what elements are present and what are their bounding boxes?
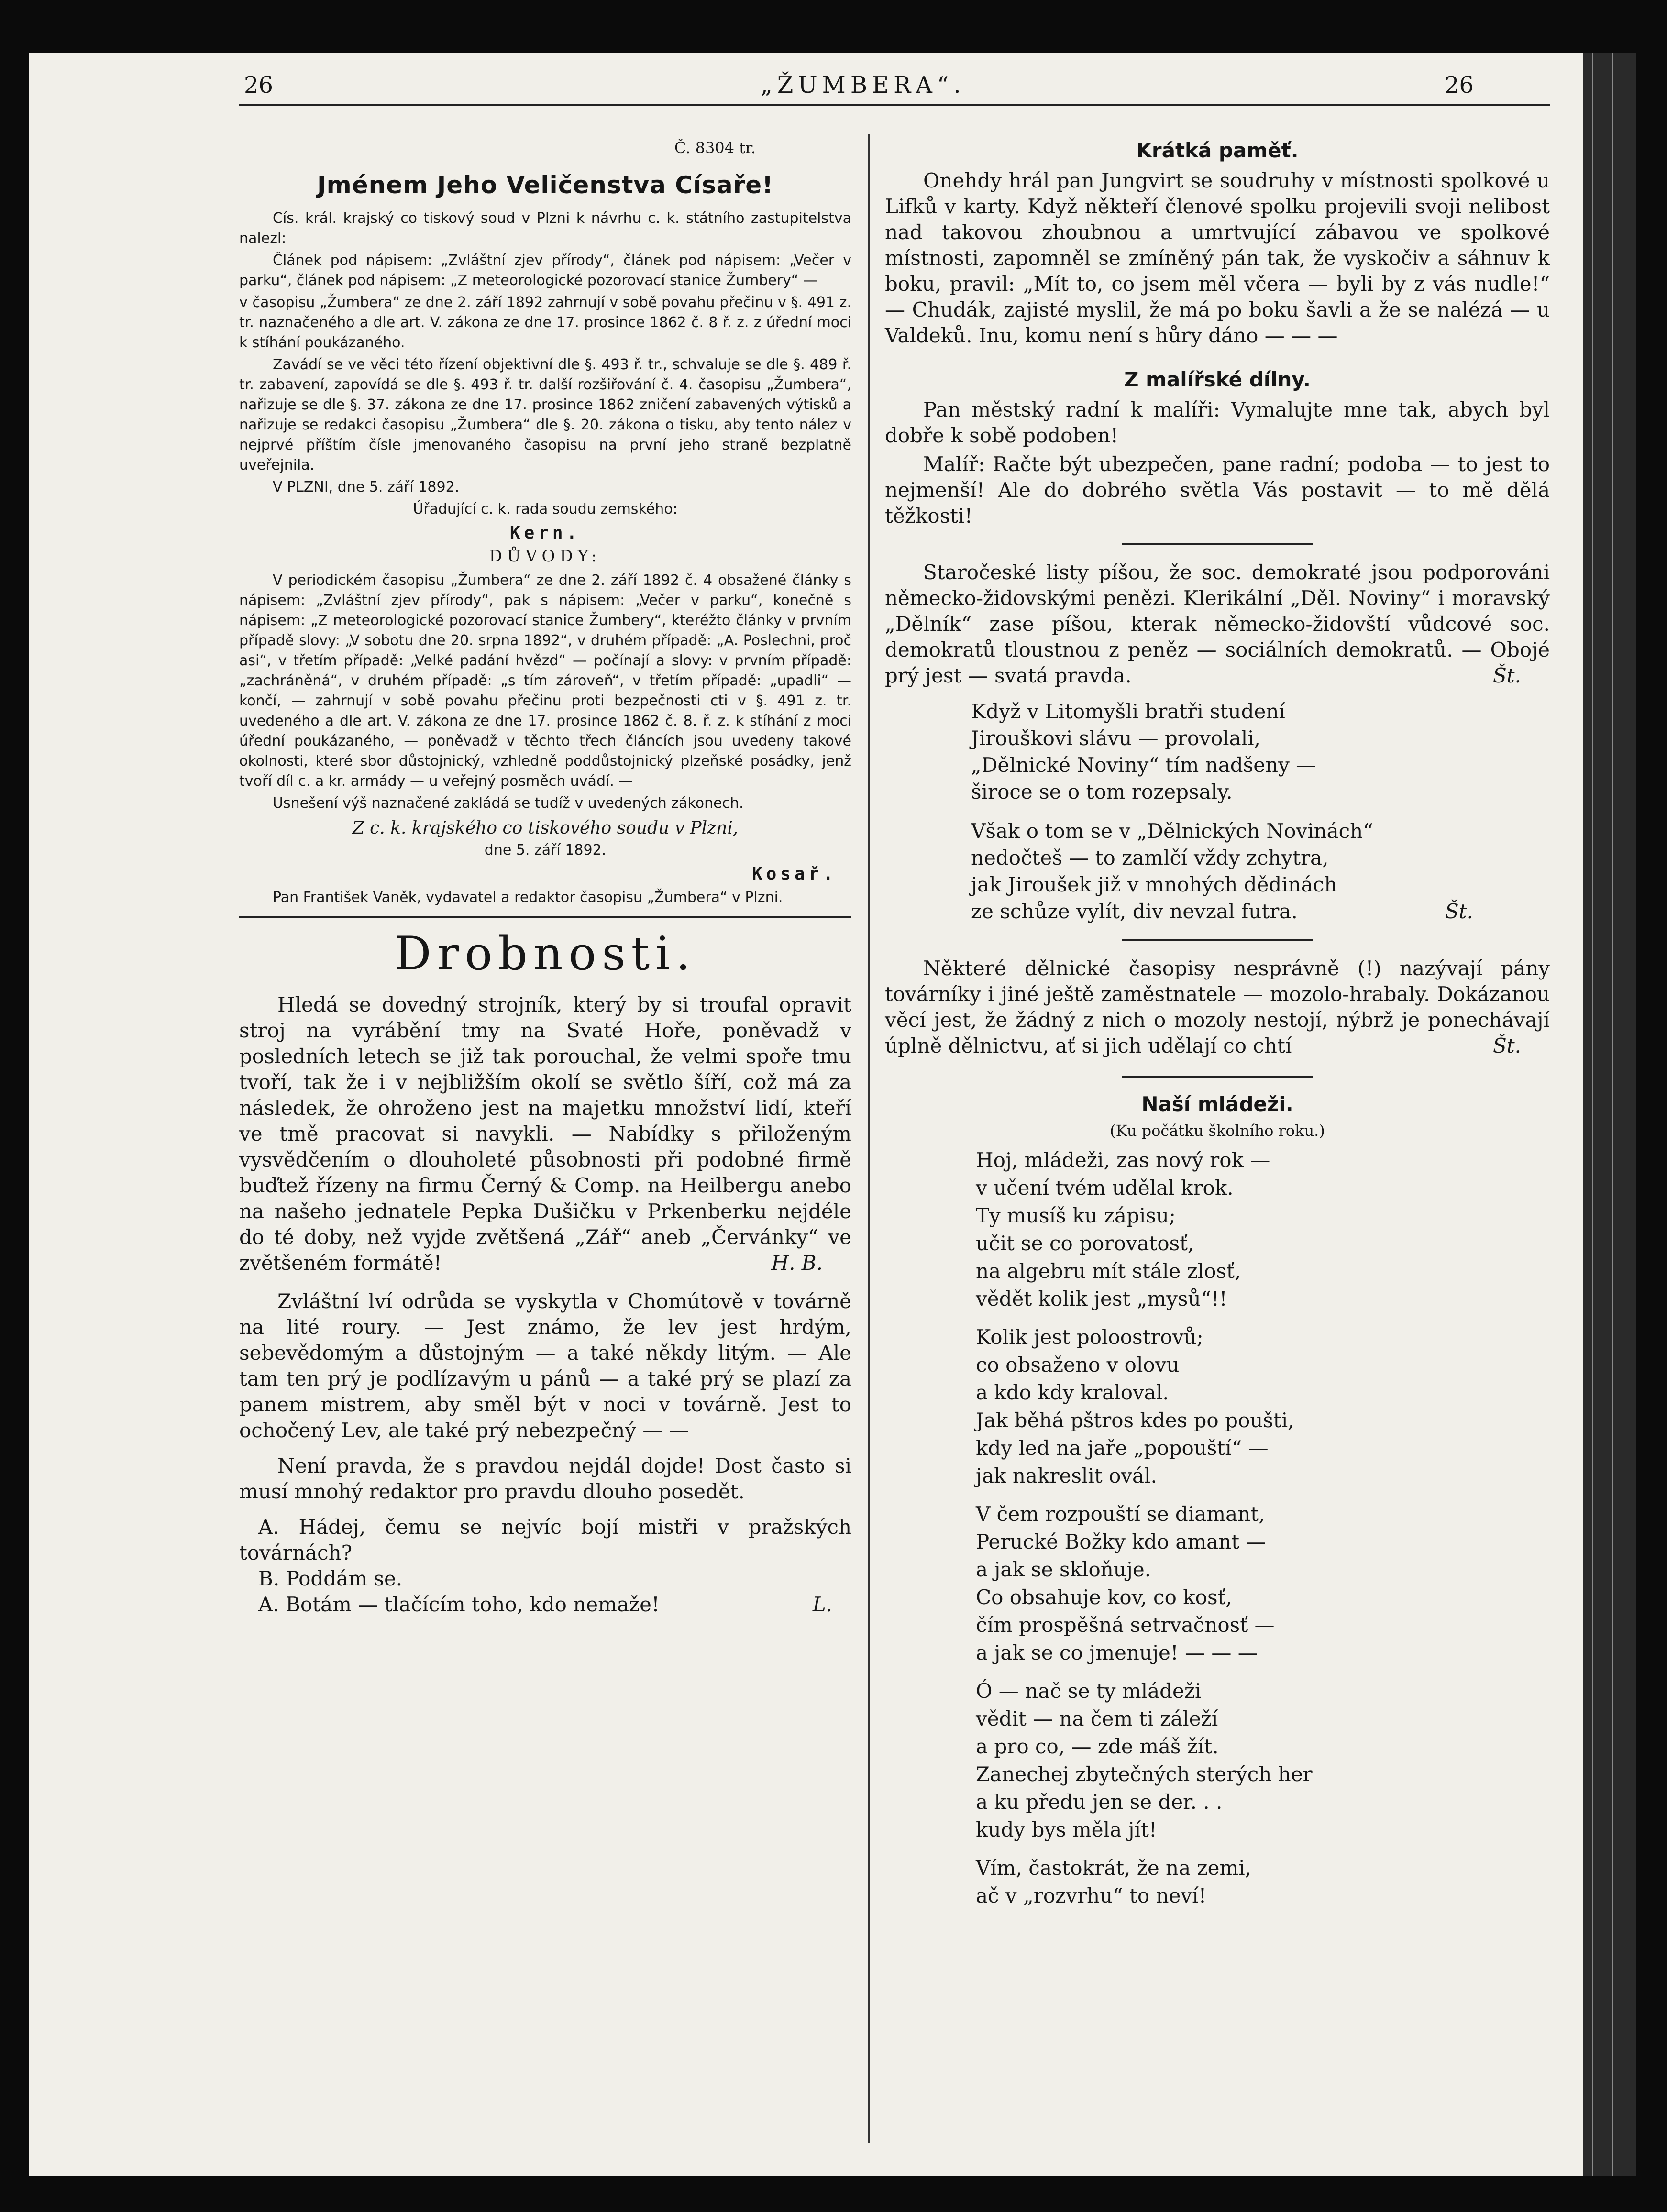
malirske-paragraph: Malíř: Račte být ubezpečen, pane radní; podoba — to jest to nejmenší! Ale do dobrého světla Vás postavit — to mě dělá těžkosti!	[885, 452, 1550, 528]
drobnosti-paragraph: Hledá se dovedný strojník, který by si troufal opravit stroj na vyrábění tmy na Svaté Hoře, poněvadž v posledních letech se již tak porouchal, že velmi spoře tmu tvoří, tak že i v nejbližším okolí se světlo šíří, což má za následek, že ohroženo jest na majetku množství lidí, kteří ve tmě pracovat si navykli. — Nabídky s přiloženým vysvědčením o dlouholeté působnosti při podobné firmě buďtež řízeny na firmu Černý & Comp. na Heilbergu anebo na našeho jednatele Pepka Dušičku v Prkenberku nejdéle do té doby, než vyjde zvětšená „Zář“ aneb „Červánky“ ve zvětšeném formátě! H. B.	[239, 992, 851, 1276]
poem-line: ze schůze vylít, div nevzal futra. Št.	[971, 898, 1473, 925]
poem-mladezi	[976, 1146, 1550, 1910]
verse-line: čím prospěšná setrvačnosť —	[976, 1613, 1275, 1637]
drobnosti-text	[239, 992, 851, 1618]
verse-line: a ku předu jen se der. . .	[976, 1790, 1223, 1814]
book-spine-edge	[1583, 53, 1636, 2176]
duvody-heading: DŮVODY:	[489, 547, 602, 566]
signature-st: Št.	[1445, 900, 1473, 923]
drobnosti-paragraph: Není pravda, že s pravdou nejdál dojde! Dost často si musí mnohý redaktor pro pravdu dlouho posedět.	[239, 1454, 851, 1503]
duvody-paragraph: Usnešení výš naznačené zakládá se tudíž v uvedených zákonech.	[273, 795, 744, 812]
verse-line: ač v „rozvrhu“ to neví!	[976, 1884, 1207, 1907]
decree-paragraph: Zavádí se ve věci této řízení objektivní dle §. 493 ř. tr., schvaluje se dle §. 489 ř. tr. zabavení, zapovídá se dle §. 493 ř. tr. další rozšiřování č. 4. časopisu „Žumbera“, nařizuje se dle §. 37. zákona ze dne 17. prosince 1862 zničení zabavených výtisků a nařizuje se redakci časopisu „Žumbera“ dle §. 20. zákona o tisku, aby tento nález v nejprvé příštím čísle jmenovaného časopisu na první jeho straně bezplatně uveřejnila.	[239, 356, 851, 473]
verse-stanza	[976, 1854, 1550, 1910]
verse-line: Ó — nač se ty mládeži	[976, 1679, 1202, 1703]
edge-line	[1612, 53, 1613, 2176]
verse-line: Co obsahuje kov, co kosť,	[976, 1585, 1232, 1609]
verse-line: co obsaženo v olovu	[976, 1353, 1180, 1376]
signature-hb: H. B.	[771, 1251, 823, 1275]
poem-line: Však o tom se v „Dělnických Novinách“	[971, 819, 1373, 843]
malirske-title: Z malířské dílny.	[1124, 368, 1311, 391]
verse-line: jak nakreslit ovál.	[976, 1464, 1157, 1487]
poem-line: „Dělnické Noviny“ tím nadšeny —	[971, 753, 1316, 777]
signature-st: Št.	[1492, 1034, 1521, 1057]
verse-line: a pro co, — zde máš žít.	[976, 1735, 1219, 1758]
mladezi-subtitle: (Ku počátku školního roku.)	[1110, 1122, 1325, 1140]
drobnosti-paragraph: Zvláštní lví odrůda se vyskytla v Chomútově v továrně na lité roury. — Jest známo, že lev jest hrdým, sebevědomým a důstojným — a také někdy litým. — Ale tam ten prý je podlízavým u pánů — a také prý se plazí za panem mistrem, aby směl být v noci v továrně. Jest to ochočený Lev, ale také prý nebezpečný — —	[239, 1289, 851, 1442]
right-column	[885, 129, 1550, 1924]
page-number-left: 26	[244, 72, 274, 99]
verse-stanza	[976, 1677, 1550, 1844]
drobnosti-title: Drobnosti.	[394, 927, 696, 980]
duvody-paragraph: V periodickém časopisu „Žumbera“ ze dne 2. září 1892 č. 4 obsažené články s nápisem: „Zvláštní zjev přírody“, pak s nápisem: „Večer v parku“, konečně s nápisem: „Z meteorologické pozorovací stanice Žumbery“, kteréžto články v prvním případě slovy: „V sobotu dne 20. srpna 1892“, v druhém případě: „A. Poslechni, proč asi“, v třetím případě: „Velké padání hvězd“ — počínají a slovy: v prvním případě: „zachráněná“, v druhém případě: „s tím zároveň“, v třetím případě: „upadli“ — končí, — zahrnují v sobě povahu přečinu proti bezpečnosti cti v §. 491 z. tr. uvedeného a dle art. V. zákona ze dne 17. prosince 1862 č. 8. ř. z. k stíhání z moci úřední poukázaného, — poněvadž v těchto třech článcích jsou uvedeny takové okolnosti, které sbor důstojnický, vzhledně poddůstojnický plzeňské posádky, jenž tvoří díl c. a kr. armády — u veřejný posměch uvádí. —	[239, 572, 851, 790]
decree-text	[239, 209, 851, 519]
duvody-text	[239, 571, 851, 860]
verse-line: kudy bys měla jít!	[976, 1818, 1157, 1841]
edge-line	[1592, 53, 1593, 2176]
poem-line: nedočteš — to zamlčí vždy zchytra,	[971, 846, 1329, 869]
dialog-line: A. Botám — tlačícím toho, kdo nemaže! L.	[239, 1592, 851, 1618]
verse-stanza	[976, 1323, 1550, 1490]
poem-line: široce se o tom rozepsaly.	[971, 780, 1233, 803]
verse-line: Jak běhá pštros kdes po poušti,	[976, 1409, 1294, 1432]
column-divider	[868, 134, 870, 2143]
signature-l: L.	[812, 1593, 832, 1616]
header-rule	[239, 104, 1550, 106]
poem-jiroušek	[971, 698, 1550, 925]
verse-line: vědit — na čem ti záleží	[976, 1707, 1218, 1730]
poem-line: jak Jiroušek již v mnohých dědinách	[971, 873, 1337, 896]
dialog-line: A. Hádej, čemu se nejvíc bojí mistři v pražských továrnách?	[239, 1515, 851, 1564]
poem-stanza	[971, 818, 1550, 925]
verse-line: v učení tvém udělal krok.	[976, 1176, 1234, 1200]
page-number-right: 26	[1445, 72, 1474, 99]
official-title: Úřadující c. k. rada soudu zemského:	[413, 501, 678, 517]
signature-st: Št.	[1492, 664, 1521, 687]
court-date: dne 5. září 1892.	[484, 842, 607, 858]
verse-line: a kdo kdy kraloval.	[976, 1381, 1169, 1404]
verse-line: na algebru mít stále zlosť,	[976, 1259, 1241, 1283]
verse-line: kdy led na jaře „popouští“ —	[976, 1436, 1269, 1460]
verse-line: Ty musíš ku zápisu;	[976, 1204, 1176, 1227]
editor-note: Pan František Vaněk, vydavatel a redaktor časopisu „Žumbera“ v Plzni.	[273, 889, 783, 906]
kratka-title: Krátká paměť.	[1136, 139, 1299, 162]
decree-paragraph: v časopisu „Žumbera“ ze dne 2. září 1892 zahrnují v sobě povahu přečinu v §. 491 z. tr. naznačeného a dle art. V. zákona ze dne 17. prosince 1862 č. 8 ř. z. z úřední moci k stíhání poukázaného.	[239, 294, 851, 351]
poem-stanza	[971, 698, 1550, 805]
verse-line: a jak se skloňuje.	[976, 1558, 1151, 1581]
short-rule	[1122, 543, 1313, 545]
mladezi-title: Naší mládeži.	[1141, 1092, 1293, 1116]
verse-line: Hoj, mládeži, zas nový rok —	[976, 1148, 1270, 1172]
malirske-paragraph: Pan městský radní k malíři: Vymalujte mne tak, abych byl dobře k sobě podoben!	[885, 398, 1550, 447]
poem-line: Když v Litomyšli bratři studení	[971, 700, 1285, 723]
place-date: V PLZNI, dne 5. září 1892.	[273, 479, 460, 495]
verse-line: Kolik jest poloostrovů;	[976, 1325, 1203, 1349]
verse-line: vědět kolik jest „mysů“!!	[976, 1287, 1227, 1310]
short-rule	[1122, 939, 1313, 941]
newspaper-page	[29, 53, 1583, 2176]
verse-stanza	[976, 1146, 1550, 1313]
section-rule	[239, 916, 851, 918]
poem-line: Jirouškovi slávu — provolali,	[971, 726, 1260, 750]
page-header	[29, 53, 1583, 129]
verse-stanza	[976, 1500, 1550, 1667]
dialog-line: B. Poddám se.	[258, 1567, 403, 1590]
signature-kern: Kern.	[509, 523, 581, 543]
verse-line: V čem rozpouští se diamant,	[976, 1502, 1265, 1526]
short-rule	[1122, 1076, 1313, 1078]
decree-paragraph: Článek pod nápisem: „Zvláštní zjev přírody“, článek pod nápisem: „Večer v parku“, článek pod nápisem: „Z meteorologické pozorovací stanice Žumbery“ —	[239, 252, 851, 289]
decree-paragraph: Cís. král. krajský co tiskový soud v Plzni k návrhu c. k. státního zastupitelstva nalezl:	[239, 210, 851, 247]
verse-line: a jak se co jmenuje! — — —	[976, 1641, 1258, 1664]
left-column	[239, 129, 851, 1618]
verse-line: Vím, častokrát, že na zemi,	[976, 1856, 1252, 1880]
court-name: Z c. k. krajského co tiskového soudu v Plzni,	[352, 818, 739, 838]
decree-title: Jménem Jeho Veličenstva Císaře!	[317, 171, 773, 199]
kratka-text: Onehdy hrál pan Jungvirt se soudruhy v místnosti spolkové u Lifků v karty. Když někteří členové spolku projevili svoji nelibost nad takovou zhoubnou a umrtvující zábavou ve spolkové místnosti, zapomněl se zmíněný pán tak, že vyskočiv a sáhnuv k boku, pravil: „Mít to, co jsem měl včera — byli by z vás nudle!“ — Chudák, zajisté myslil, že má po boku šavli a že se nalézá — u Valdeků. Inu, komu není s hůry dáno — — —	[885, 169, 1550, 347]
verse-line: učit se co porovatosť,	[976, 1232, 1194, 1255]
reference-number: Č. 8304 tr.	[674, 139, 756, 157]
nektere-paragraph: Některé dělnické časopisy nesprávně (!) nazývají pány továrníky i jiné ještě zaměstnatele — mozolo-hrabaly. Dokázanou věcí jest, že žádný z nich o mozoly nestojí, nýbrž je ponechávají úplně dělnictvu, ať si jich udělají co chtí Št.	[885, 956, 1550, 1059]
signature-kosar: Kosař.	[751, 864, 837, 884]
verse-line: Zanechej zbytečných sterých her	[976, 1762, 1313, 1786]
masthead: „ŽUMBERA“.	[761, 72, 966, 99]
staroceske-paragraph: Staročeské listy píšou, že soc. demokraté jsou podporováni německo-židovskými penězi. Klerikální „Děl. Noviny“ i moravský „Dělník“ zase píšou, kterak německo-židovští vůdcové soc. demokratů tloustnou z peněz — sociálních demokratů. — Obojé prý jest — svatá pravda. Št.	[885, 560, 1550, 689]
verse-line: Perucké Božky kdo amant —	[976, 1530, 1266, 1553]
